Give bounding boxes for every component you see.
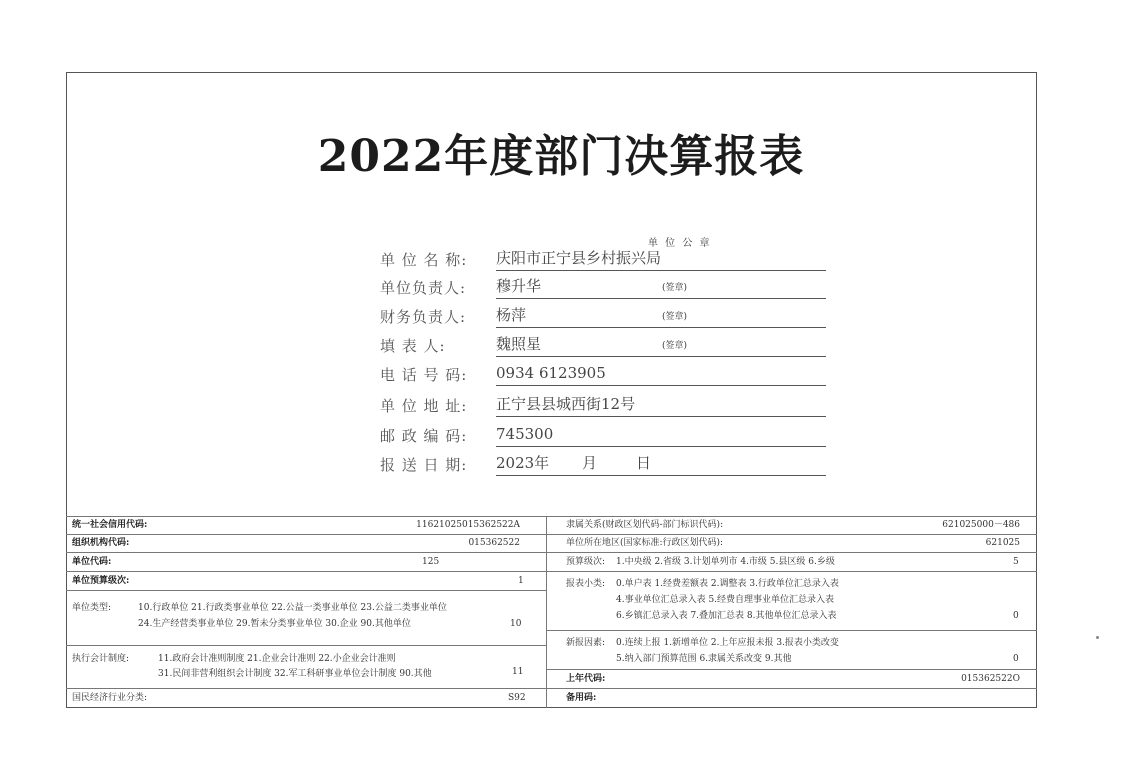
new-report-options-line1: 0.连续上报 1.新增单位 2.上年应报未报 3.报表小类改变 <box>616 638 839 648</box>
row-unit-head <box>380 272 830 300</box>
row-phone <box>380 359 830 387</box>
row-submit-date <box>380 449 830 477</box>
new-report-label: 新报因素: <box>566 638 606 648</box>
unit-type-label: 单位类型: <box>72 603 112 613</box>
scan-speck <box>1096 636 1099 639</box>
row-finance-head <box>380 301 830 329</box>
unit-code-value: 125 <box>422 557 440 567</box>
table-line <box>546 669 1037 670</box>
report-type-options-line1: 0.单户表 1.经费差额表 2.调整表 3.行政单位汇总录入表 <box>616 579 839 589</box>
table-line <box>546 534 1037 535</box>
filler-sign-mark: (签章) <box>662 341 688 351</box>
postcode-value: 745300 <box>496 422 826 447</box>
table-top-line <box>66 516 1037 517</box>
table-line <box>546 552 1037 553</box>
affiliation-label: 隶属关系(财政区划代码-部门标识代码): <box>566 520 724 530</box>
address-label: 单 位 地 址: <box>380 397 468 415</box>
unit-code-label: 单位代码: <box>72 557 112 567</box>
credit-code-value: 11621025015362522A <box>416 520 520 530</box>
table-line <box>66 552 546 553</box>
phone-label: 电 话 号 码: <box>380 366 468 384</box>
filler-field <box>496 332 826 357</box>
prev-code-label: 上年代码: <box>566 674 606 684</box>
finance-head-sign-mark: (签章) <box>662 312 688 322</box>
unit-head-field <box>496 274 826 299</box>
table-line <box>546 630 1037 631</box>
row-postcode <box>380 420 830 448</box>
accounting-system-options-line1: 11.政府会计准则制度 21.企业会计准则 22.小企业会计准则 <box>158 654 396 664</box>
report-type-label: 报表小类: <box>566 579 606 589</box>
budget-level-label: 预算级次: <box>566 557 606 567</box>
phone-value: 0934 6123905 <box>496 361 826 386</box>
submit-date-year: 2023年 <box>496 454 550 472</box>
report-type-options-line3: 6.乡镇汇总录入表 7.叠加汇总表 8.其他单位汇总录入表 <box>616 611 837 621</box>
credit-code-label: 统一社会信用代码: <box>72 520 148 530</box>
filler-value: 魏照星 <box>496 335 542 353</box>
location-label: 单位所在地区(国家标准:行政区划代码): <box>566 538 724 548</box>
accounting-system-options-line2: 31.民间非营利组织会计制度 32.军工科研事业单位会计制度 90.其他 <box>158 669 432 679</box>
table-middle-divider <box>546 516 547 708</box>
unit-head-sign-mark: (签章) <box>662 283 688 293</box>
table-line <box>546 688 1037 689</box>
table-line <box>546 571 1037 572</box>
affiliation-value: 621025000－486 <box>942 520 1020 530</box>
finance-head-value: 杨萍 <box>496 306 527 324</box>
address-value: 正宁县县城西街12号 <box>496 392 826 417</box>
spare-code-label: 备用码: <box>566 693 597 703</box>
submit-date-label: 报 送 日 期: <box>380 456 468 474</box>
unit-type-value: 10 <box>510 619 522 629</box>
submit-date-month: 月 <box>582 454 598 472</box>
submit-date-field <box>496 451 826 476</box>
unit-head-value: 穆升华 <box>496 277 542 295</box>
table-line <box>66 534 546 535</box>
table-line <box>66 645 546 646</box>
table-line <box>66 688 546 689</box>
page-title: 2022年度部门决算报表 <box>317 131 805 182</box>
new-report-value: 0 <box>1013 654 1019 664</box>
seal-label: 单 位 公 章 <box>648 238 712 249</box>
industry-class-label: 国民经济行业分类: <box>72 693 148 703</box>
row-address <box>380 390 830 418</box>
row-unit-name <box>380 244 830 272</box>
unit-type-options-line1: 10.行政单位 21.行政类事业单位 22.公益一类事业单位 23.公益二类事业单位 <box>138 603 447 613</box>
finance-head-field <box>496 303 826 328</box>
row-filler <box>380 330 830 358</box>
industry-class-value: S92 <box>508 693 526 703</box>
unit-budget-level-value: 1 <box>518 576 524 586</box>
report-type-options-line2: 4.事业单位汇总录入表 5.经费自理事业单位汇总录入表 <box>616 595 835 605</box>
filler-label: 填 表 人: <box>380 337 446 355</box>
budget-level-options: 1.中央级 2.省级 3.计划单列市 4.市级 5.县区级 6.乡级 <box>616 557 835 567</box>
finance-head-label: 财务负责人: <box>380 308 467 326</box>
table-line <box>66 590 546 591</box>
accounting-system-value: 11 <box>512 667 524 677</box>
location-value: 621025 <box>985 538 1020 548</box>
budget-level-value: 5 <box>1013 557 1019 567</box>
unit-type-options-line2: 24.生产经营类事业单位 29.暂未分类事业单位 30.企业 90.其他单位 <box>138 619 411 629</box>
postcode-label: 邮 政 编 码: <box>380 427 468 445</box>
report-type-value: 0 <box>1013 611 1019 621</box>
unit-name-value: 庆阳市正宁县乡村振兴局 <box>496 246 826 271</box>
prev-code-value: 015362522O <box>961 674 1020 684</box>
submit-date-day: 日 <box>636 454 652 472</box>
accounting-system-label: 执行会计制度: <box>72 654 130 664</box>
new-report-options-line2: 5.纳入部门预算范围 6.隶属关系改变 9.其他 <box>616 654 792 664</box>
unit-budget-level-label: 单位预算级次: <box>72 576 130 586</box>
org-code-value: 015362522 <box>468 538 520 548</box>
unit-head-label: 单位负责人: <box>380 279 467 297</box>
table-line <box>66 571 546 572</box>
unit-name-label: 单 位 名 称: <box>380 251 468 269</box>
org-code-label: 组织机构代码: <box>72 538 130 548</box>
